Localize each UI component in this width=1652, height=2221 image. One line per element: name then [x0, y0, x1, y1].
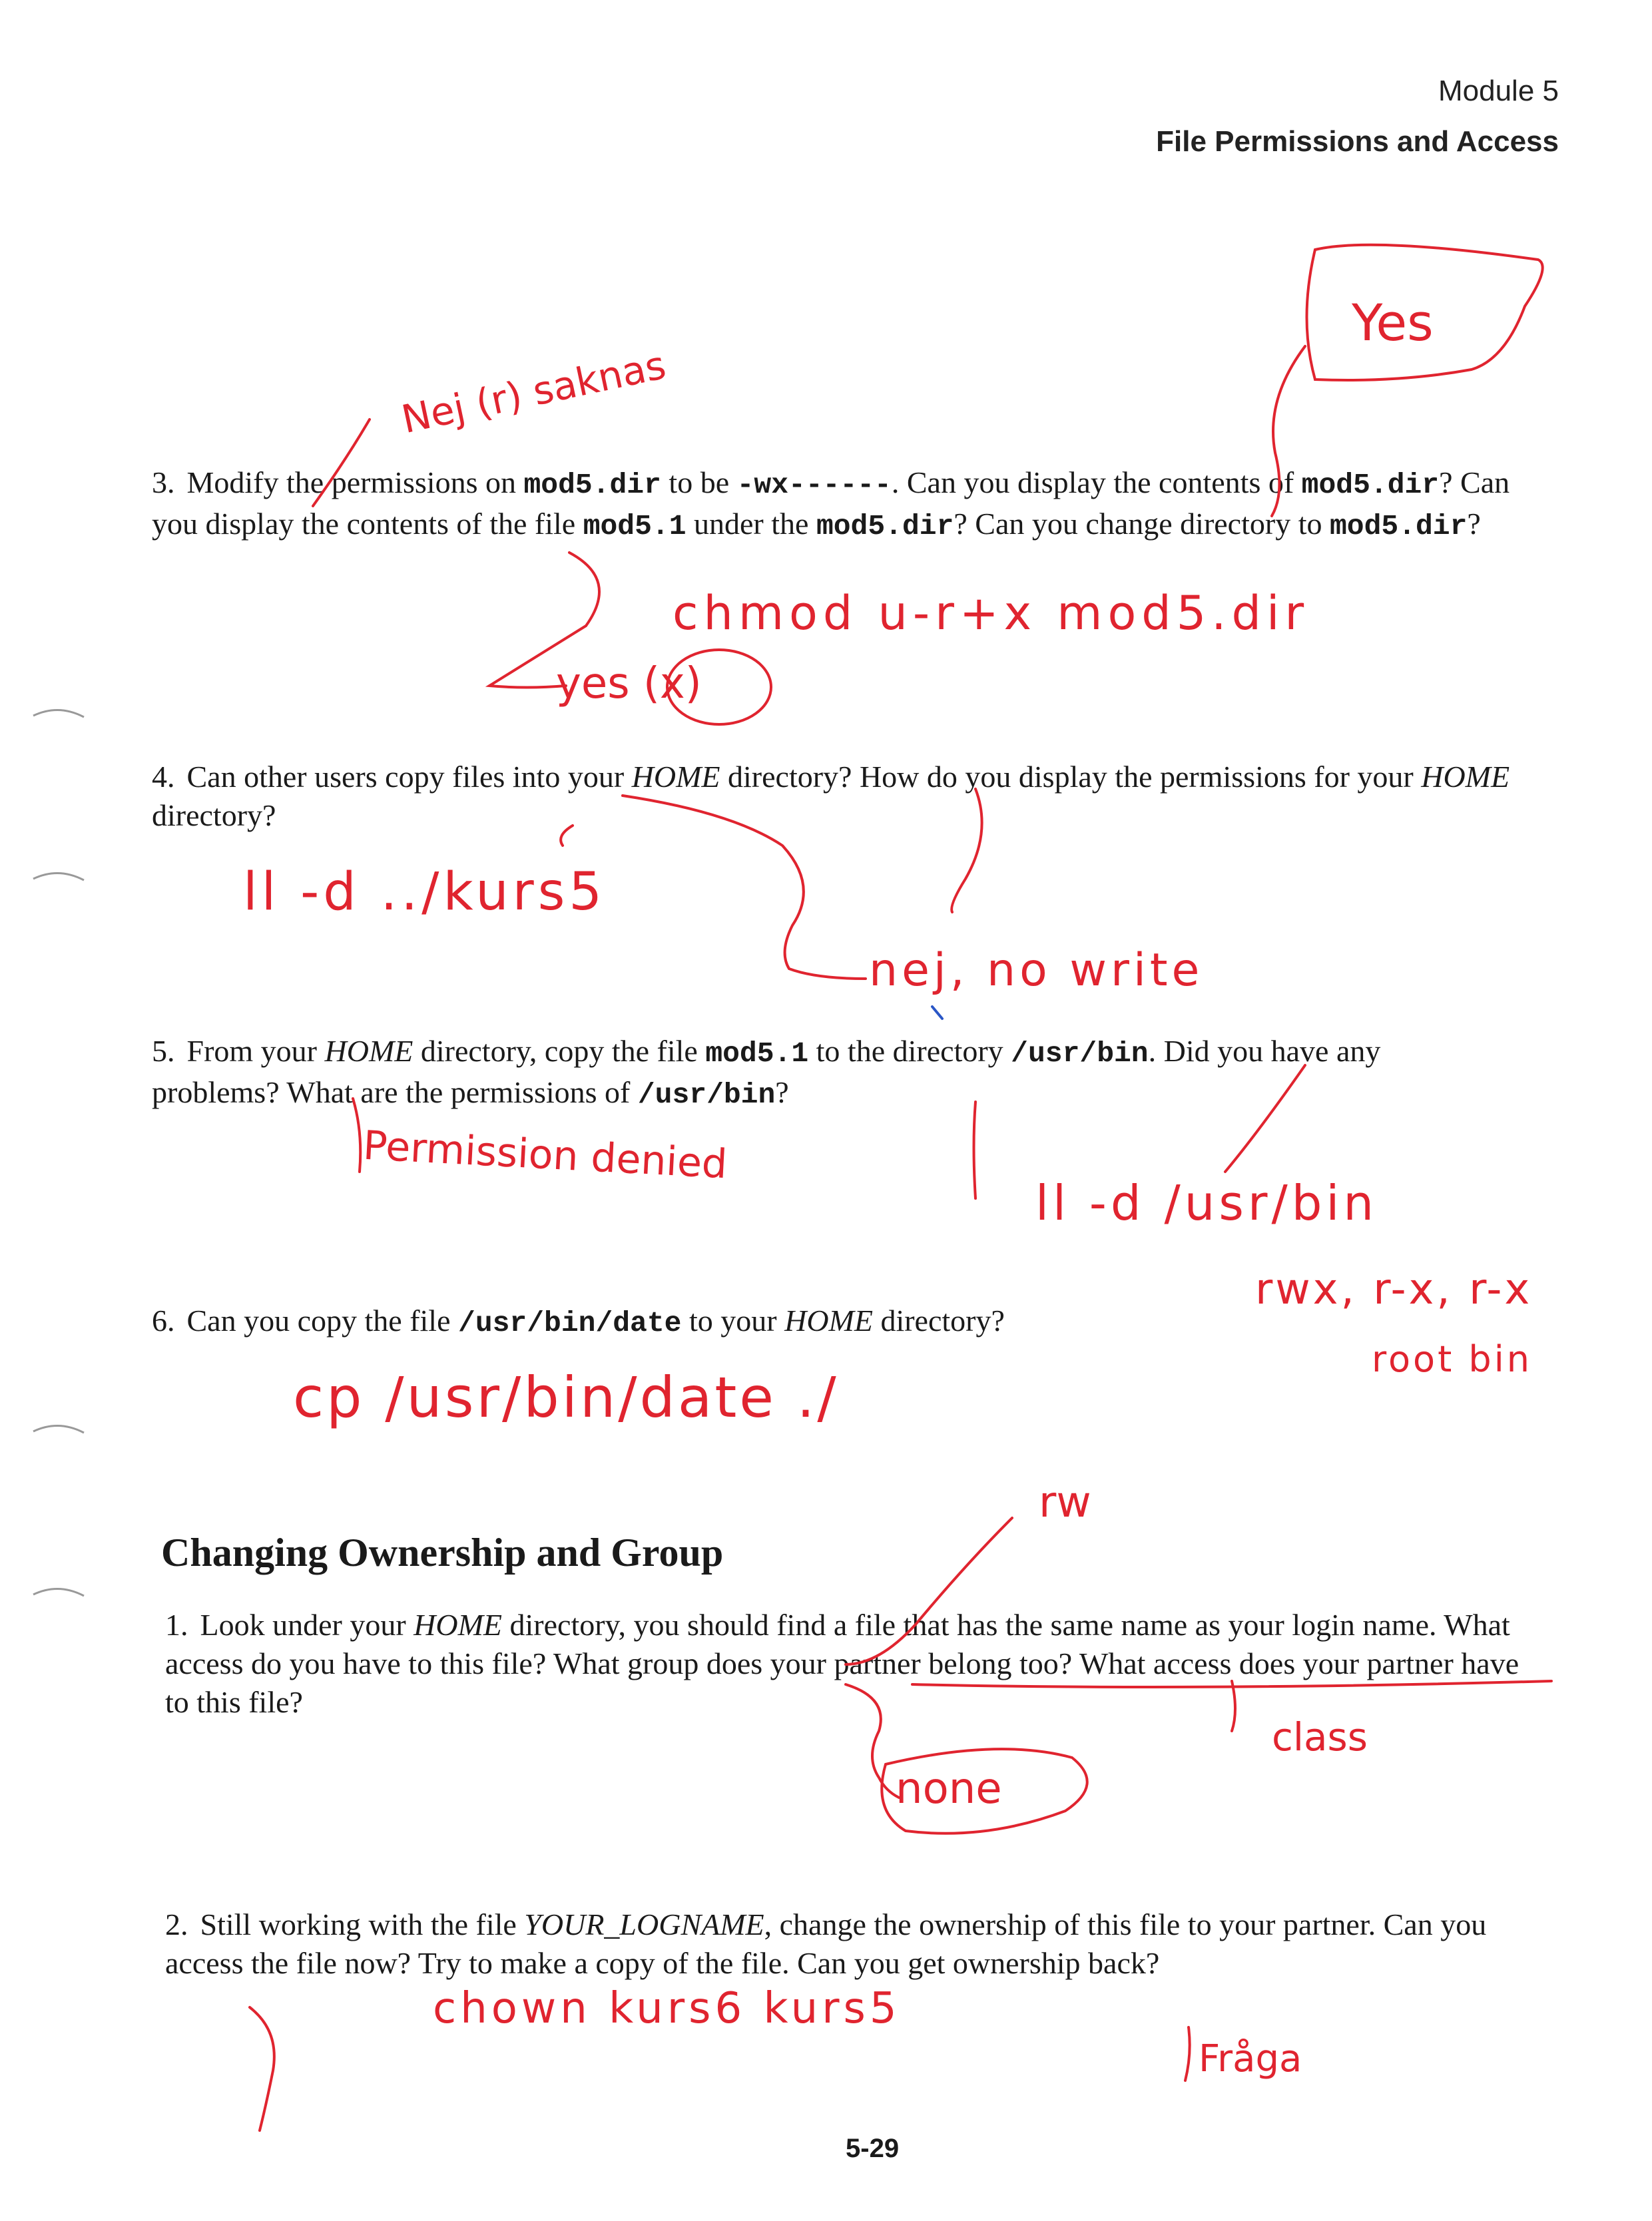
q5-text: directory, copy the file	[413, 1034, 706, 1068]
q3-code: -wx------	[736, 469, 892, 501]
q3-code: mod5.dir	[1301, 469, 1440, 501]
q6-code: /usr/bin/date	[458, 1307, 682, 1340]
question-number: 5.	[152, 1034, 175, 1068]
q3-text: ?	[1467, 507, 1481, 541]
q4-text: Can other users copy files into your	[186, 760, 632, 794]
q4-text: directory?	[152, 798, 276, 832]
question-number: 1.	[165, 1608, 188, 1642]
q6-text: to your	[681, 1304, 785, 1338]
module-label: Module 5	[1438, 75, 1559, 107]
handwritten-none: none	[896, 1764, 1002, 1814]
q3-code: mod5.dir	[816, 510, 954, 543]
s2-emphasis: YOUR_LOGNAME	[524, 1907, 764, 1941]
q3-code: mod5.dir	[523, 469, 661, 501]
q5-code: mod5.1	[705, 1037, 809, 1070]
q4-emphasis: HOME	[631, 760, 720, 794]
handwritten-permission-denied: Permission denied	[362, 1122, 728, 1188]
q4-emphasis: HOME	[1421, 760, 1510, 794]
q3-code: mod5.dir	[1329, 510, 1468, 543]
handwritten-nej-r-saknas: Nej (r) saknas	[398, 342, 670, 443]
handwritten-cp-date: cp /usr/bin/date ./	[293, 1365, 839, 1430]
s2-text: , change the ownership of this file to your partner. Can you access the file now? Try to make a copy of the file. Can you get ownership back?	[165, 1907, 1487, 1980]
q3-text: ? Can you display the contents of the file	[152, 465, 1510, 541]
s1-text: Look under your	[200, 1608, 414, 1642]
handwritten-ll-usr-bin: ll -d /usr/bin	[1035, 1175, 1378, 1231]
handwritten-yes-top: Yes	[1352, 293, 1434, 352]
handwritten-root-bin: root bin	[1372, 1338, 1532, 1380]
question-number: 4.	[152, 760, 175, 794]
handwritten-rw: rw	[1039, 1478, 1091, 1527]
question-number: 3.	[152, 465, 175, 499]
question-number: 2.	[165, 1907, 188, 1941]
q4-text: directory? How do you display the permissions for your	[720, 760, 1422, 794]
q5-text: ?	[775, 1075, 789, 1109]
section-title: Changing Ownership and Group	[161, 1531, 724, 1575]
q3-text: . Can you display the contents of	[891, 465, 1302, 499]
handwritten-fraga: Fråga	[1199, 2037, 1302, 2081]
q6-text: Can you copy the file	[186, 1304, 459, 1338]
s2-text: Still working with the file	[200, 1907, 525, 1941]
page-number: 5-29	[846, 2134, 900, 2163]
handwritten-chmod: chmod u-r+x mod5.dir	[673, 586, 1310, 640]
q3-text: Modify the permissions on	[186, 465, 524, 499]
handwritten-ll-home: ll -d ../kurs5	[243, 862, 606, 922]
handwritten-class: class	[1272, 1714, 1368, 1760]
q5-emphasis: HOME	[324, 1034, 413, 1068]
q3-code: mod5.1	[583, 510, 687, 543]
handwritten-rwx: rwx, r-x, r-x	[1255, 1265, 1533, 1314]
chapter-title: File Permissions and Access	[1156, 125, 1559, 158]
q6-text: directory?	[872, 1304, 1005, 1338]
q3-text: ? Can you change directory to	[954, 507, 1330, 541]
q5-code: /usr/bin	[637, 1079, 776, 1111]
q5-text: to the directory	[808, 1034, 1011, 1068]
s1-text: directory, you should find a file that has the same name as your login name. What access do you have to this file? What group does your partner belong too? What access does your partner have to this file?	[165, 1608, 1519, 1719]
q5-code: /usr/bin	[1011, 1037, 1149, 1070]
handwritten-chown: chown kurs6 kurs5	[433, 1984, 901, 2033]
s1-emphasis: HOME	[413, 1608, 503, 1642]
question-number: 6.	[152, 1304, 175, 1338]
handwritten-nej-no-write: nej, no write	[869, 944, 1204, 997]
q3-text: under the	[686, 507, 816, 541]
q5-text: From your	[186, 1034, 325, 1068]
q5-text: . Did you have any problems? What are the permissions of	[152, 1034, 1381, 1109]
q3-text: to be	[661, 465, 737, 499]
handwritten-yes-x: yes (x)	[556, 659, 702, 708]
q6-emphasis: HOME	[784, 1304, 873, 1338]
